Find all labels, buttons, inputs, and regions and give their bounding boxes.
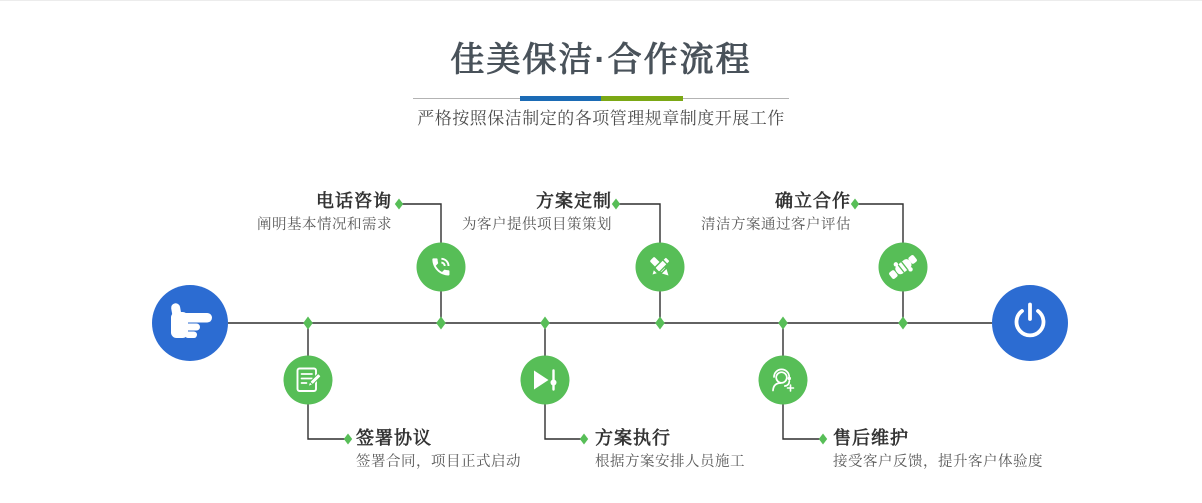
label-diamond (819, 434, 827, 445)
step-title: 确立合作 (775, 191, 851, 211)
step-desc: 阐明基本情况和需求 (257, 217, 392, 233)
label-diamond (395, 199, 403, 210)
label-diamond (612, 199, 620, 210)
start-node-circle (152, 285, 228, 361)
step-node-design (636, 243, 685, 292)
node-diamonds (303, 199, 908, 448)
step-desc: 清洁方案通过客户评估 (701, 217, 851, 233)
step-label-contract (356, 429, 521, 470)
connector-lines (228, 204, 992, 439)
label-diamond (344, 434, 352, 445)
step-node-execute (521, 356, 570, 405)
step-label-design (462, 192, 612, 233)
timeline-diamond (540, 317, 550, 330)
step-circle (417, 243, 466, 292)
step-circle (284, 356, 333, 405)
timeline-diamond (778, 317, 788, 330)
step-circle (759, 356, 808, 405)
step-label-cooperation (701, 192, 851, 233)
end-node-circle (992, 285, 1068, 361)
step-title: 方案执行 (595, 428, 671, 448)
step-title: 方案定制 (536, 191, 612, 211)
step-title: 售后维护 (833, 428, 909, 448)
label-diamond (580, 434, 588, 445)
step-label-phone (257, 192, 392, 233)
step-desc: 为客户提供项目策策划 (462, 217, 612, 233)
step-node-cooperation (879, 243, 928, 292)
page-title: 佳美保洁·合作流程 (450, 41, 752, 79)
step-desc: 签署合同，项目正式启动 (356, 454, 521, 470)
timeline-diamond (436, 317, 446, 330)
timeline-diamond (655, 317, 665, 330)
timeline-diamond (898, 317, 908, 330)
end-node (992, 285, 1068, 361)
start-node (152, 285, 228, 361)
step-label-aftersale (833, 429, 1043, 470)
step-title: 签署协议 (356, 428, 432, 448)
step-label-execute (595, 429, 745, 470)
step-node-aftersale (759, 356, 808, 405)
page-subtitle: 严格按照保洁制定的各项管理规章制度开展工作 (417, 109, 785, 128)
step-desc: 接受客户反馈，提升客户体验度 (833, 454, 1043, 470)
step-node-contract (284, 356, 333, 405)
step-node-phone (417, 243, 466, 292)
label-diamond (851, 199, 859, 210)
timeline-diamond (303, 317, 313, 330)
step-desc: 根据方案安排人员施工 (595, 454, 745, 470)
step-title: 电话咨询 (316, 191, 392, 211)
